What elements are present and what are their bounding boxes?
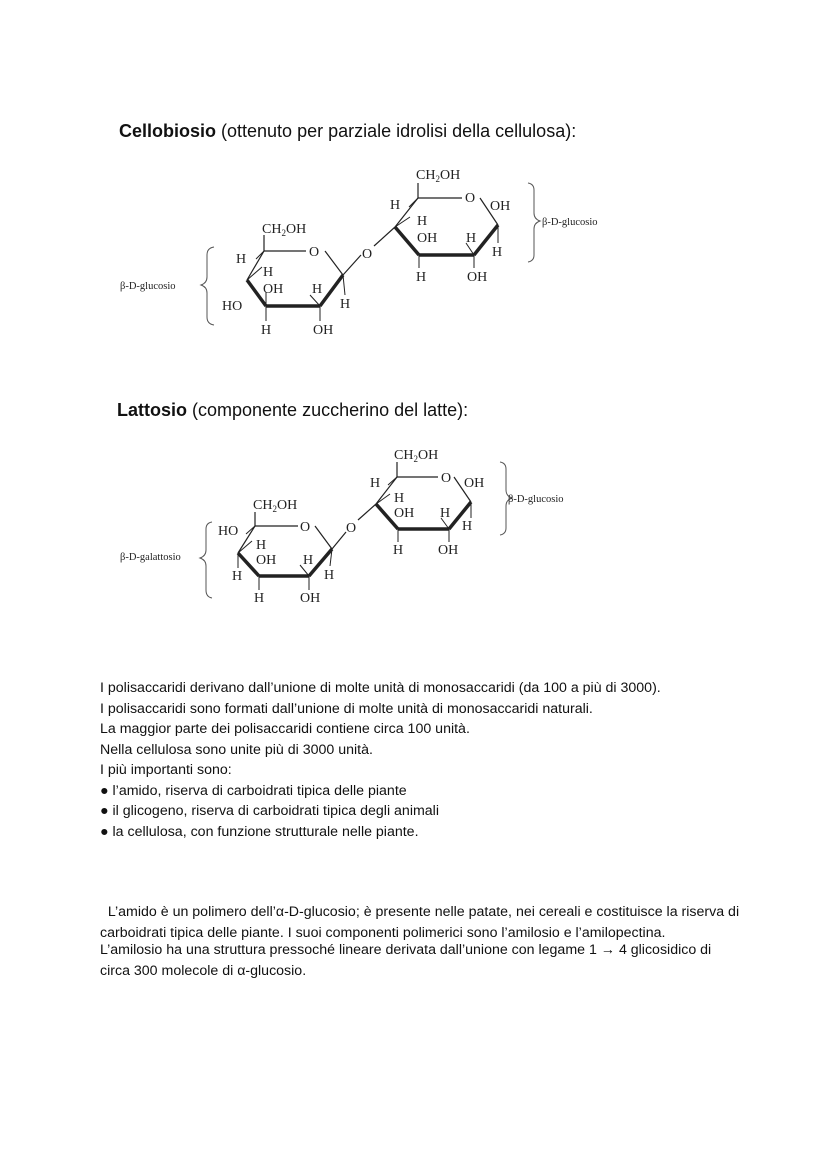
c-right-h2: H bbox=[417, 214, 428, 229]
list-item: ● la cellulosa, con funzione strutturale nelle piante. bbox=[100, 823, 419, 840]
lactose-left-label: β-D-galattosio bbox=[120, 552, 181, 563]
c-left-h3: H bbox=[312, 282, 323, 297]
c-right-h5: H bbox=[416, 270, 427, 285]
c-right-h3: H bbox=[466, 231, 477, 246]
l-left-ring-o: O bbox=[300, 520, 311, 535]
c-right-oh-anomeric: OH bbox=[490, 199, 511, 214]
l-right-ch2oh: $CH_2OH$ bbox=[394, 448, 439, 464]
c-right-oh1: OH bbox=[417, 231, 438, 246]
l-right-oh-anomeric: OH bbox=[464, 476, 485, 491]
l-bridge-o: O bbox=[346, 521, 357, 536]
polysaccharides-text bbox=[100, 678, 780, 842]
l-right-h1: H bbox=[370, 476, 381, 491]
text-line: La maggior parte dei polisaccaridi contiene circa 100 unità. bbox=[100, 721, 470, 737]
l-left-h5: H bbox=[254, 591, 265, 606]
cellobiose-left-label: β-D-glucosio bbox=[120, 281, 176, 292]
list-item: ● il glicogeno, riserva di carboidrati tipica degli animali bbox=[100, 803, 439, 819]
amilosio-paragraph bbox=[100, 940, 740, 982]
cellobiose-right-ring bbox=[390, 168, 510, 285]
cellobiose-heading bbox=[119, 121, 576, 142]
text-line: I polisaccaridi derivano dall’unione di molte unità di monosaccaridi (da 100 a più di 3000). bbox=[100, 680, 661, 696]
cellobiose-structure bbox=[110, 155, 630, 345]
l-left-ch2oh: $CH_2OH$ bbox=[253, 498, 298, 514]
c-left-h1: H bbox=[236, 252, 247, 267]
lactose-right-label: β-D-glucosio bbox=[508, 494, 564, 505]
c-left-h4: H bbox=[340, 297, 351, 312]
c-left-h5: H bbox=[261, 323, 272, 338]
text-line: I più importanti sono: bbox=[100, 762, 232, 778]
amido-text: L’amido è un polimero dell’α-D-glucosio; è presente nelle patate, nei cereali e costituisce la riserva di carboidrati tipica delle piante. I suoi componenti polimerici sono l’amilosio e l’amilopectina. bbox=[100, 904, 744, 941]
c-left-ho: HO bbox=[222, 299, 243, 314]
l-left-h1: H bbox=[256, 538, 267, 553]
list-item: ● l’amido, riserva di carboidrati tipica delle piante bbox=[100, 782, 407, 799]
c-right-oh2: OH bbox=[467, 270, 488, 285]
l-left-oh1: OH bbox=[256, 553, 277, 568]
cellobiose-right-label: β-D-glucosio bbox=[542, 217, 598, 228]
text-line: I polisaccaridi sono formati dall’unione di molte unità di monosaccaridi naturali. bbox=[100, 700, 593, 717]
l-right-h3: H bbox=[440, 506, 451, 521]
cellobiose-left-ring bbox=[222, 222, 350, 338]
l-left-h3: H bbox=[324, 568, 335, 583]
amilosio-text: L’amilosio ha una struttura pressoché lineare derivata dall’unione con legame 1 → 4 glicosidico di circa 300 molecole di α-glucosio. bbox=[100, 942, 712, 979]
c-left-h2: H bbox=[263, 265, 274, 280]
l-right-oh2: OH bbox=[438, 543, 459, 558]
c-left-ch2oh: $CH_2OH$ bbox=[262, 222, 307, 238]
l-right-h4: H bbox=[462, 519, 473, 534]
c-right-ring-o: O bbox=[465, 191, 476, 206]
l-right-h2: H bbox=[394, 491, 405, 506]
c-bridge-o: O bbox=[362, 247, 373, 262]
l-right-h5: H bbox=[393, 543, 404, 558]
text-line: Nella cellulosa sono unite più di 3000 unità. bbox=[100, 741, 373, 758]
l-left-ho: HO bbox=[218, 524, 239, 539]
c-right-h4: H bbox=[492, 245, 503, 260]
c-left-ring-o: O bbox=[309, 245, 320, 260]
l-left-h4: H bbox=[232, 569, 243, 584]
c-left-oh1: OH bbox=[263, 282, 284, 297]
c-right-h1: H bbox=[390, 198, 401, 213]
c-left-oh2: OH bbox=[313, 323, 334, 338]
lactose-heading bbox=[117, 400, 468, 421]
lactose-left-ring bbox=[218, 498, 334, 606]
lactose-title-rest: (componente zuccherino del latte): bbox=[187, 400, 469, 420]
cellobiose-title-rest: (ottenuto per parziale idrolisi della cellulosa): bbox=[216, 121, 577, 141]
cellobiose-title-bold: Cellobiosio bbox=[119, 121, 217, 141]
c-right-ch2oh: $CH_2OH$ bbox=[416, 168, 461, 184]
l-left-h2: H bbox=[303, 553, 314, 568]
lactose-right-ring bbox=[370, 448, 484, 558]
l-right-oh1: OH bbox=[394, 506, 415, 521]
lactose-title-bold: Lattosio bbox=[117, 400, 187, 420]
lactose-structure bbox=[110, 440, 590, 615]
l-right-ring-o: O bbox=[441, 471, 452, 486]
l-left-oh2: OH bbox=[300, 591, 321, 606]
